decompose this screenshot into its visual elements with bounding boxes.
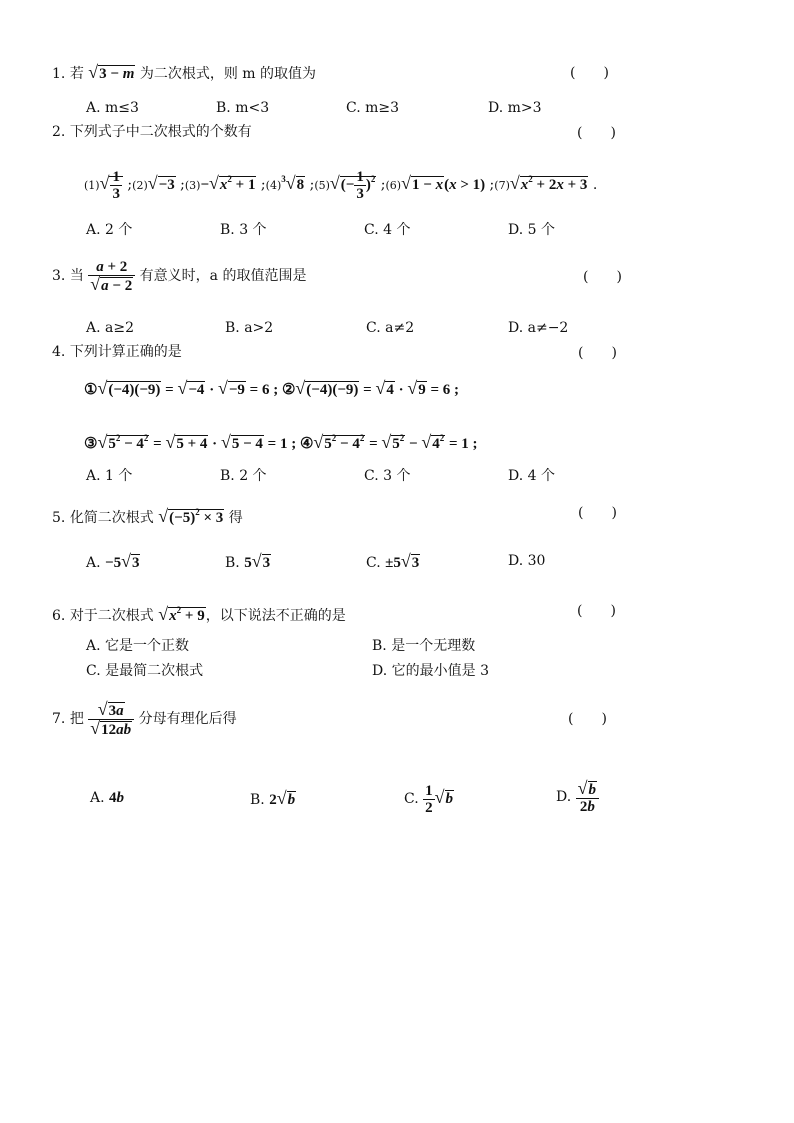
question-5-option-d: D. 30 <box>508 553 546 569</box>
question-6-option-b: B. 是一个无理数 <box>372 638 476 654</box>
question-4-statements-1-2: ①√(−4)(−9) = √−4 · √−9 = 6 ; ②√(−4)(−9) = √4 · √9 = 6 ; <box>84 378 460 398</box>
sqrt-neg5-squared-times-3: $√(-5)^2 \times 3$ <box>158 506 224 526</box>
question-1-option-b: B. m<3 <box>216 100 270 116</box>
question-1-answer-bracket: ( ) <box>570 65 609 81</box>
question-1-option-d: D. m>3 <box>488 100 542 116</box>
question-1-option-c: C. m≥3 <box>346 100 400 116</box>
question-6-stem: 6. 对于二次根式 $√x^2 + 9$，以下说法不正确的是 <box>52 600 346 626</box>
expr-cbrt-8: $^3$√8 <box>281 173 305 193</box>
question-4-option-b: B. 2 个 <box>220 468 267 484</box>
expr-sqrt-1-minus-x: √1 − x <box>401 173 444 193</box>
question-7-answer-bracket: ( ) <box>568 711 607 727</box>
question-3-option-c: C. a≠2 <box>366 320 415 336</box>
question-5-option-c: C. ±5√3 <box>366 551 420 571</box>
question-6-option-a: A. 它是一个正数 <box>86 638 190 654</box>
question-3-option-b: B. a>2 <box>225 320 274 336</box>
question-1-stem: 1. 若 √3 − m 为二次根式，则 m 的取值为 <box>52 62 317 82</box>
question-7-option-b: B. 2√b <box>250 788 296 808</box>
question-5-answer-bracket: ( ) <box>578 505 617 521</box>
question-4-option-c: C. 3 个 <box>364 468 411 484</box>
question-6-option-c: C. 是最简二次根式 <box>86 663 204 679</box>
sqrt-3-minus-m: √3 − m <box>88 62 135 82</box>
question-2-answer-bracket: ( ) <box>577 125 616 141</box>
question-2-option-a: A. 2 个 <box>86 222 133 238</box>
question-2-option-b: B. 3 个 <box>220 222 267 238</box>
question-4-answer-bracket: ( ) <box>578 345 617 361</box>
question-3-answer-bracket: ( ) <box>583 269 622 285</box>
question-2-option-d: D. 5 个 <box>508 222 555 238</box>
question-7-option-a: A. 4b <box>90 790 125 806</box>
question-7-option-d: D. $\frac{√b}{2b}$ <box>556 778 599 816</box>
question-6-answer-bracket: ( ) <box>577 603 616 619</box>
expr-sqrt-one-third: √ $\frac{1}{3}$ <box>100 166 123 202</box>
expr-neg-sqrt-x2-plus-1: $√x^2 + 1$ <box>209 173 256 193</box>
question-4-statements-3-4: $③√5^2 - 4^2 = √5 + 4 \cdot √5 - 4 = 1$ ; $④√5^2 - 4^2 = √5^2 - √4^2 = 1$ ; <box>84 432 478 452</box>
question-6-option-d: D. 它的最小值是 3 <box>372 663 489 679</box>
question-2-option-c: C. 4 个 <box>364 222 411 238</box>
fraction-sqrt-3a-over-sqrt-12ab: $\frac{√3a}{√12ab}$ <box>88 701 134 738</box>
question-4-option-a: A. 1 个 <box>86 468 133 484</box>
question-2-expressions: (1)√ $\frac{1}{3}$ ;(2)√−3 $;(3)-√x^2 + 1$ $;(4)^3√8$ ;(5)√(− $\frac{1}{3}$ )$^2$ ;(6)√1 − x(x > 1) $;(7)√x^2 + 2x + 3$ . <box>84 162 597 203</box>
question-7-stem: 7. 把 $\frac{√3a}{√12ab}$ 分母有理化后得 <box>52 698 237 738</box>
question-3-stem: 3. 当 $\frac{a + 2}{√a - 2}$ 有意义时，a 的取值范围是 <box>52 258 307 294</box>
question-7-option-c: C. $\frac{1}{2}$ √b <box>404 782 454 816</box>
question-3-option-d: D. a≠−2 <box>508 320 569 336</box>
expr-sqrt-neg-3: √−3 <box>147 173 175 193</box>
fraction-a-plus-2-over-sqrt-a-minus-2: $\frac{a + 2}{√a - 2}$ <box>88 259 135 294</box>
question-5-option-b: B. 5√3 <box>225 551 271 571</box>
expr-sqrt-neg-third-squared: √(− $\frac{1}{3}$ )$^2$ <box>329 169 376 203</box>
question-2-stem: 2. 下列式子中二次根式的个数有 <box>52 124 252 140</box>
sqrt-x2-plus-9: $√x^2 + 9$ <box>158 604 205 624</box>
question-4-stem: 4. 下列计算正确的是 <box>52 344 182 360</box>
expr-sqrt-x2-2x-3: $√x^2 + 2x + 3$ <box>509 173 588 193</box>
question-3-option-a: A. a≥2 <box>86 320 134 336</box>
question-5-stem: 5. 化简二次根式 $√(-5)^2 \times 3$ 得 <box>52 502 243 528</box>
question-1-option-a: A. m≤3 <box>86 100 139 116</box>
question-5-option-a: A. −5√3 <box>86 551 140 571</box>
question-4-option-d: D. 4 个 <box>508 468 555 484</box>
